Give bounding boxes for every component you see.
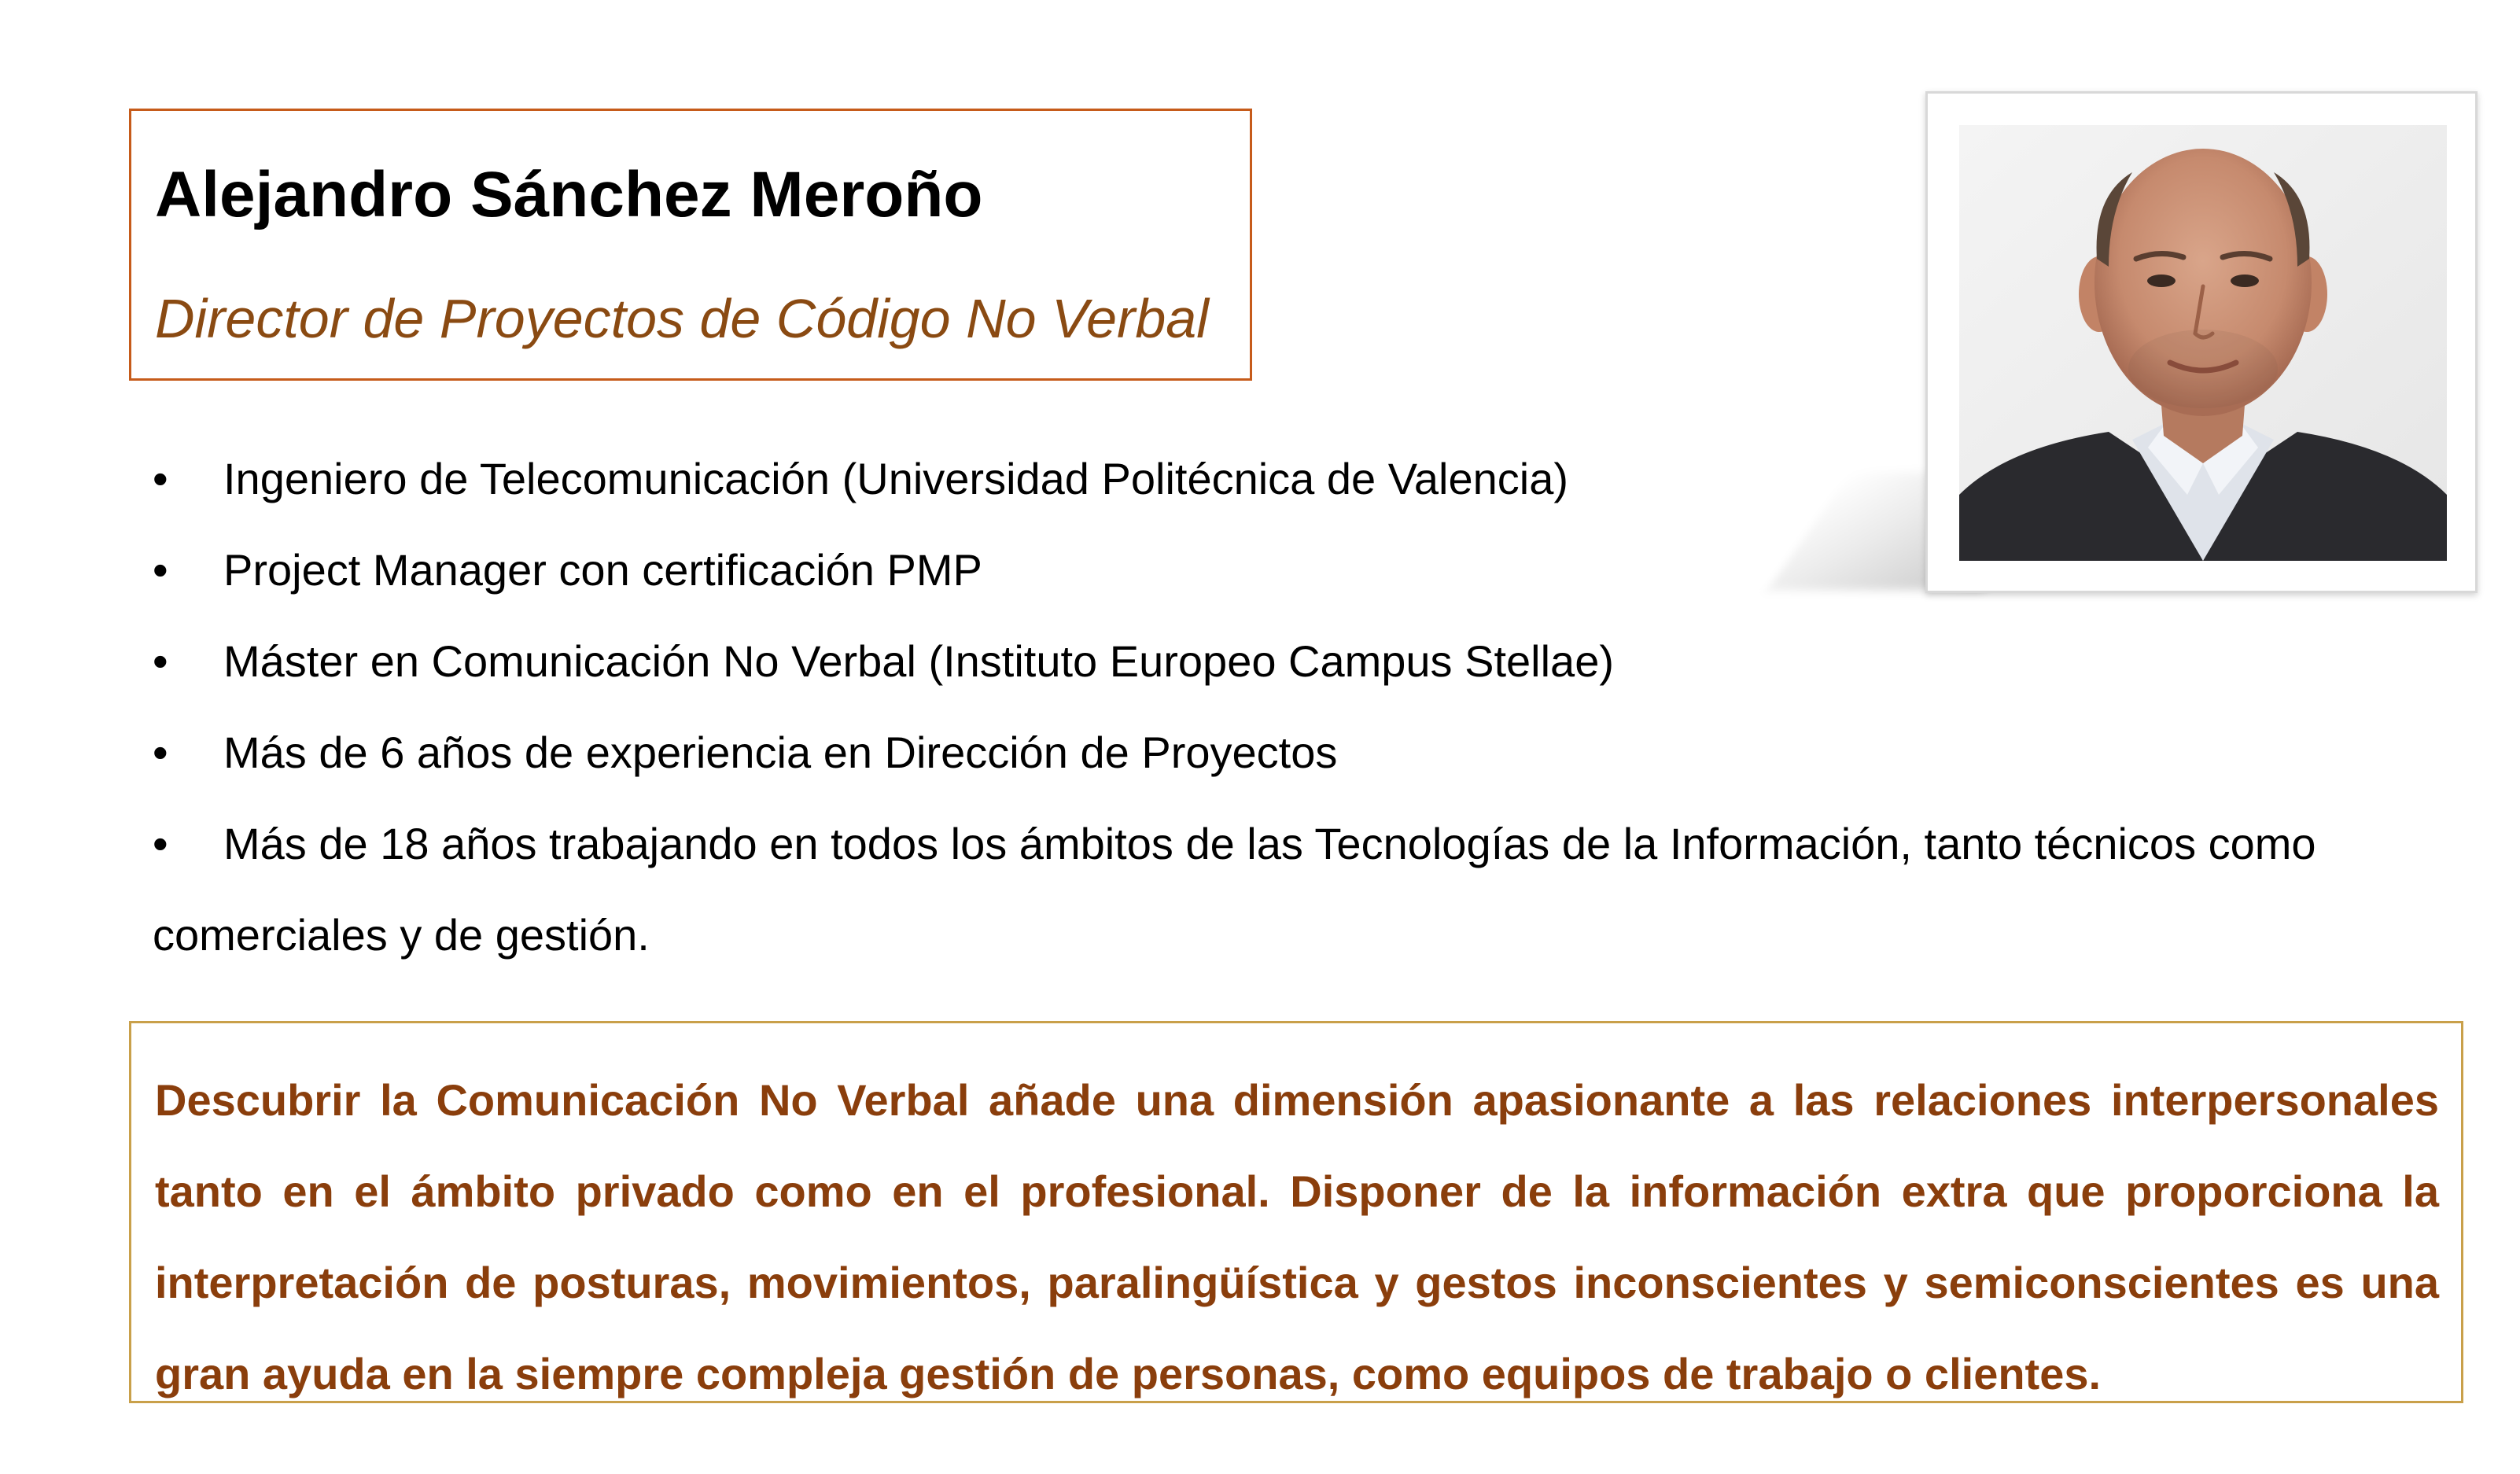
list-item-text: Máster en Comunicación No Verbal (Instituto Europeo Campus Stellae) <box>223 636 1614 686</box>
list-item-text: Project Manager con certificación PMP <box>223 545 982 595</box>
list-item <box>153 627 2433 718</box>
bullet-icon: • <box>153 454 168 503</box>
bullet-icon: • <box>153 728 168 777</box>
credentials-list <box>153 444 2433 901</box>
list-item <box>153 809 2433 901</box>
profile-header-box <box>129 109 1252 381</box>
quote-text: Descubrir la Comunicación No Verbal añade una dimensión apasionante a las relaciones interpersonales tanto en el ámbito privado como en el profesional. Disponer de la información extra que proporciona la interpretación de posturas, movimientos, paralingüística y gestos inconscientes y semiconscientes es una gran ayuda en la siempre compleja gestión de personas, como equipos de trabajo o clientes. <box>155 1075 2439 1398</box>
bullet-icon: • <box>153 636 168 686</box>
person-role: Director de Proyectos de Código No Verbal <box>155 288 1209 349</box>
list-item-continuation: comerciales y de gestión. <box>153 910 650 960</box>
bullet-icon: • <box>153 819 168 868</box>
quote-box <box>129 1021 2463 1403</box>
person-name: Alejandro Sánchez Meroño <box>155 159 983 230</box>
list-item <box>153 444 2433 536</box>
bullet-icon: • <box>153 545 168 595</box>
list-item-text: Ingeniero de Telecomunicación (Universidad Politécnica de Valencia) <box>223 454 1569 503</box>
list-item-text: Más de 6 años de experiencia en Dirección de Proyectos <box>223 728 1338 777</box>
list-item-text: Más de 18 años trabajando en todos los ámbitos de las Tecnologías de la Información, tanto técnicos como <box>223 819 2316 868</box>
list-item <box>153 536 2433 627</box>
list-item <box>153 718 2433 809</box>
